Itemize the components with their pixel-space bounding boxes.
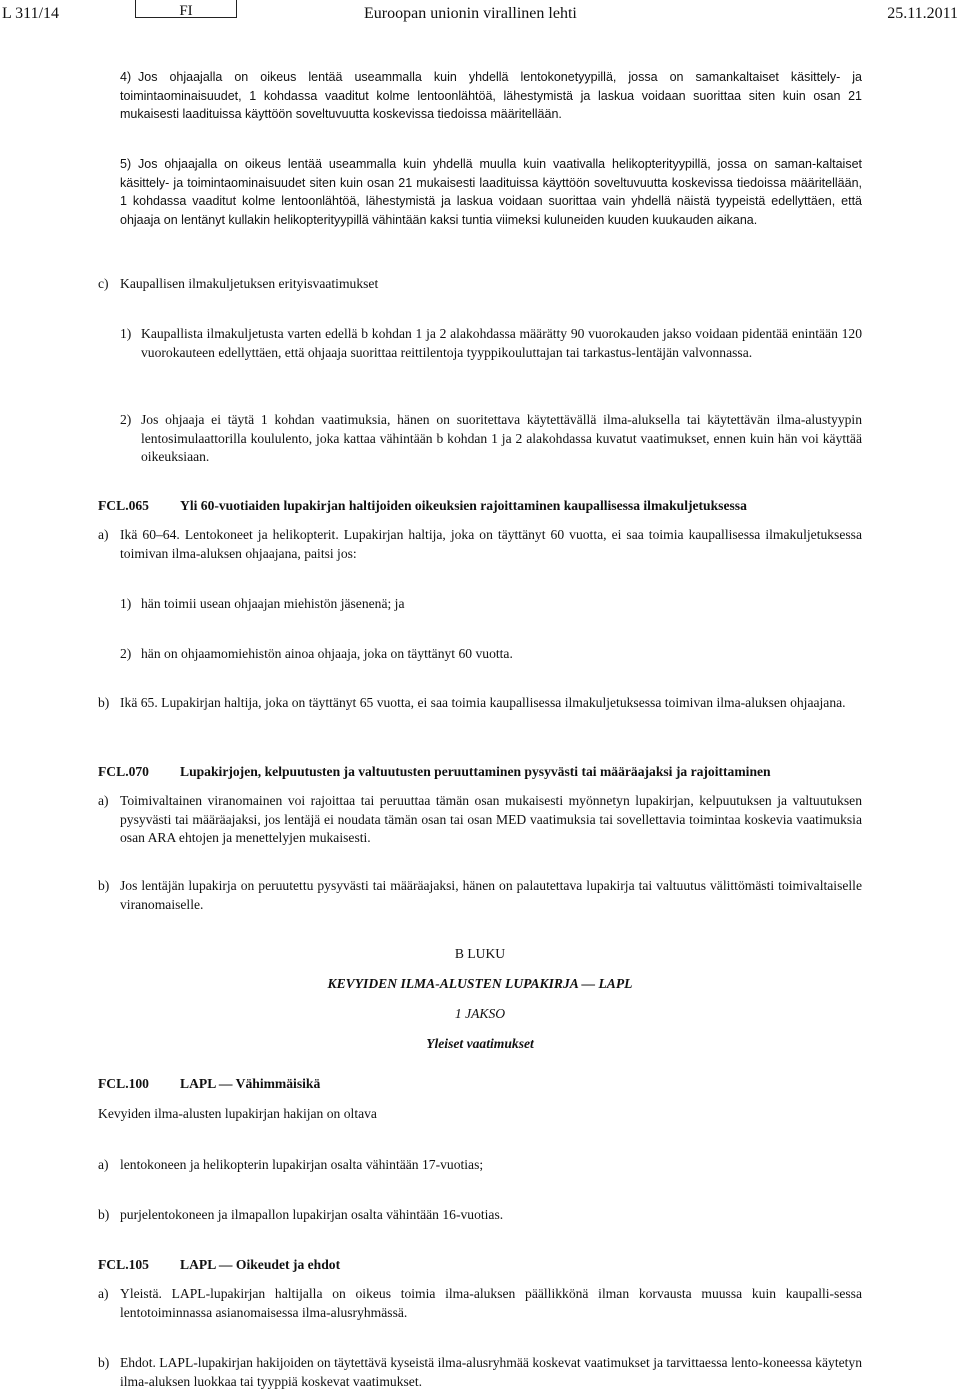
section-number: 1 JAKSO <box>454 1006 506 1021</box>
paragraph-065-b: Ikä 65. Lupakirjan haltija, joka on täyttänyt 65 vuotta, ei saa toimia kaupallisessa ilmakuljetuksessa toimivan ilma-aluksen ohjaajana. <box>120 695 846 710</box>
paragraph-070-b: Jos lentäjän lupakirja on peruutettu pysyvästi tai määräajaksi, hänen on palautettava lupakirja tai valtuutus välittömästi toimivaltaiselle viranomaiselle. <box>120 878 862 912</box>
paragraph-100-b: purjelentokoneen ja ilmapallon lupakirjan osalta vähintään 16-vuotias. <box>120 1207 504 1222</box>
journal-title: Euroopan unionin virallinen lehti <box>364 5 577 22</box>
article-code: FCL.105 <box>98 1257 149 1272</box>
item-label: a) <box>98 793 109 808</box>
item-label: b) <box>98 1207 110 1222</box>
paragraph-c2: Jos ohjaaja ei täytä 1 kohdan vaatimuksia, hänen on suoritettava käytettävällä ilma-aluksella tai käytettävän ilma-alustyypin lentosimulaattorilla koululento, joka kattaa vähintään b kohdan 1 ja 2 alakohdassa kuvatut vaatimukset, ennen kuin hän voi käyttää oikeuksiaan. <box>141 412 862 464</box>
page-reference: L 311/14 <box>2 5 60 22</box>
article-title: LAPL — Vähimmäisikä <box>180 1076 321 1091</box>
paragraph-105-b: Ehdot. LAPL-lupakirjan hakijoiden on täytettävä kyseistä ilma-alusryhmää koskevat vaatimukset ja tarvittaessa lento-koneessa käytetyn ilma-aluksen luokkaa tai tyyppiä koskevat vaatimukset. <box>120 1355 862 1389</box>
item-label: c) <box>98 276 109 291</box>
article-title: Yli 60-vuotiaiden lupakirjan haltijoiden oikeuksien rajoittaminen kaupallisessa ilmakuljetuksessa <box>180 498 747 513</box>
item-label: 1) <box>120 326 132 341</box>
paragraph-4: Jos ohjaajalla on oikeus lentää useammalla kuin yhdellä lentokonetyypillä, jossa on samankaltaiset käsittely- ja toimintaominaisuudet, 1 kohdassa vaaditut kolme lentoonlähtöä, lähestymistä ja laskua voidaan suorittaa siten kuin osan 21 mukaisesti laadituissa käyttöön soveltuvuutta koskevissa tiedoissa määritellään. <box>120 70 862 121</box>
item-label: a) <box>98 1286 109 1301</box>
item-label: b) <box>98 1355 110 1370</box>
paragraph-5: Jos ohjaajalla on oikeus lentää useammalla kuin yhdellä muulla kuin vaativalla helikopterityypillä, jossa on saman-kaltaiset käsittely- ja toimintaominaisuudet siten kuin osan 21 mukaisesti laadituissa käyttöön soveltuvuutta koskevissa tiedoissa määritellään, 1 kohdassa vaaditut kolme lentoonlähtöä, lähestymistä ja laskua voidaan suorittaa vain yhdellä näistä tyypeistä edellyttäen, että ohjaaja on lentänyt kullakin helikopterityypillä vähintään kaksi tuntia viimeksi kuluneiden kuuden kuukauden aikana. <box>120 157 862 227</box>
chapter-title: KEVYIDEN ILMA-ALUSTEN LUPAKIRJA — LAPL <box>327 976 633 991</box>
paragraph-065-a1: hän toimii usean ohjaajan miehistön jäsenenä; ja <box>141 596 405 611</box>
item-label: 1) <box>120 596 132 611</box>
paragraph-100-intro: Kevyiden ilma-alusten lupakirjan hakijan on oltava <box>98 1106 377 1121</box>
section-c-heading: Kaupallisen ilmakuljetuksen erityisvaatimukset <box>120 276 379 291</box>
paragraph-100-a: lentokoneen ja helikopterin lupakirjan osalta vähintään 17-vuotias; <box>120 1157 484 1172</box>
item-label: 2) <box>120 412 132 427</box>
item-label: 5) <box>120 157 132 171</box>
chapter-number: B LUKU <box>454 946 506 961</box>
paragraph-065-a: Ikä 60–64. Lentokoneet ja helikopterit. Lupakirjan haltija, joka on täyttänyt 60 vuotta, ei saa toimia kaupallisessa ilmakuljetuksessa toimivan ilma-aluksen ohjaajana, paitsi jos: <box>120 527 862 561</box>
item-label: 2) <box>120 646 132 661</box>
article-code: FCL.070 <box>98 764 149 779</box>
article-title: LAPL — Oikeudet ja ehdot <box>180 1257 341 1272</box>
item-label: a) <box>98 1157 109 1172</box>
paragraph-065-a2: hän on ohjaamomiehistön ainoa ohjaaja, joka on täyttänyt 60 vuotta. <box>141 646 513 661</box>
article-code: FCL.100 <box>98 1076 149 1091</box>
item-label: 4) <box>120 70 132 84</box>
paragraph-c1: Kaupallista ilmakuljetusta varten edellä b kohdan 1 ja 2 alakohdassa määrätty 90 vuorokauden jakso voidaan pidentää enintään 120 vuorokauteen edellyttäen, että ohjaaja suorittaa reittilentoja tyyppikouluttajan tai tarkastus-lentäjän valvonnassa. <box>141 326 862 360</box>
publication-date: 25.11.2011 <box>887 5 958 22</box>
item-label: b) <box>98 695 110 710</box>
article-title: Lupakirjojen, kelpuutusten ja valtuutusten peruuttaminen pysyvästi tai määräajaksi ja rajoittaminen <box>180 764 771 779</box>
item-label: a) <box>98 527 109 542</box>
page-header <box>0 0 960 28</box>
paragraph-070-a: Toimivaltainen viranomainen voi rajoittaa tai peruuttaa tämän osan mukaisesti myönnetyn lupakirjan, kelpuutuksen ja valtuutuksen pysyvästi tai määräajaksi, jos lentäjä ei noudata tämän osan tai osan MED vaatimuksia tai sovellettavia toimintaa koskevia vaatimuksia osan ARA ehtojen ja menettelyjen mukaisesti. <box>120 793 862 845</box>
section-title: Yleiset vaatimukset <box>426 1036 534 1051</box>
language-code: FI <box>135 0 237 18</box>
paragraph-105-a: Yleistä. LAPL-lupakirjan haltijalla on oikeus toimia ilma-aluksen päällikkönä ilman korvausta muussa kuin kaupalli-sessa lentotoiminnassa asianomaisessa ilma-alusryhmässä. <box>120 1286 862 1320</box>
item-label: b) <box>98 878 110 893</box>
article-code: FCL.065 <box>98 498 149 513</box>
